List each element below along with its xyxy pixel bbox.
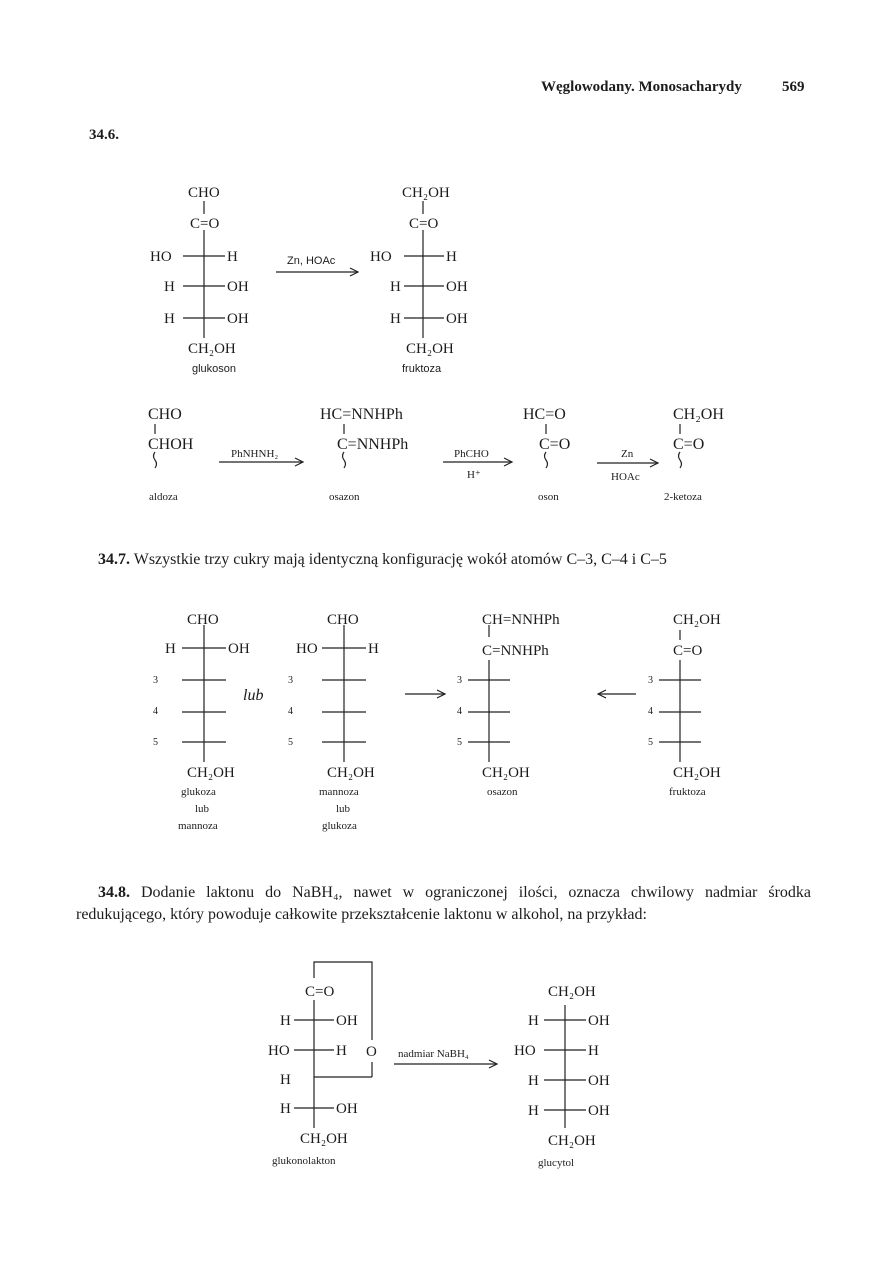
wavy-bond — [343, 452, 346, 468]
lakton-c3-right: H — [336, 1043, 347, 1059]
paragraph-34-8-text: Dodanie laktonu do NaBH₄, nawet w ograniczonej ilości, oznacza chwilowy nadmiar środka redukującego, który powoduje całkowite przekształcenie laktonu w alkohol, na przykład: — [76, 884, 812, 923]
oson-name: oson — [538, 491, 559, 503]
fruktoza-c4-right: OH — [446, 279, 468, 295]
reagent-phcho: PhCHO — [454, 448, 489, 460]
lakton-c4-left: H — [280, 1072, 291, 1088]
glukoson-c6: CH₂OH — [188, 341, 236, 357]
fruktoza-c5-left: H — [390, 311, 401, 327]
glucytol-c5-right: OH — [588, 1103, 610, 1119]
lakton-c5-left: H — [280, 1101, 291, 1117]
glukoza-c1: CHO — [187, 612, 219, 628]
glucytol-c4-left: H — [528, 1073, 539, 1089]
mannoza-c1: CHO — [327, 612, 359, 628]
glucytol-c5-left: H — [528, 1103, 539, 1119]
mannoza-caption-2: lub — [336, 803, 351, 815]
fruktoza-c6: CH₂OH — [673, 765, 721, 781]
glukoson-c4-right: OH — [227, 279, 249, 295]
mannoza-c2-left: HO — [296, 641, 318, 657]
carbon-number: 4 — [288, 706, 293, 717]
fruktoza-c6: CH₂OH — [406, 341, 454, 357]
lakton-c2-left: H — [280, 1013, 291, 1029]
fruktoza-c1: CH₂OH — [673, 612, 721, 628]
fruktoza-c5-right: OH — [446, 311, 468, 327]
glukoson-c3-right: H — [227, 249, 238, 265]
fruktoza-name: fruktoza — [402, 363, 442, 375]
osazon-c1: HC=NNHPh — [320, 406, 403, 423]
osazon-caption: osazon — [487, 786, 518, 798]
ketoza-c1: CH₂OH — [673, 406, 724, 423]
mannoza-c2-right: H — [368, 641, 379, 657]
reagent-nabh4: nadmiar NaBH₄ — [398, 1048, 469, 1060]
glukoson-c5-right: OH — [227, 311, 249, 327]
lakton-ring-oxygen: O — [366, 1044, 377, 1060]
glucytol-c2-right: OH — [588, 1013, 610, 1029]
glucytol-name: glucytol — [538, 1157, 575, 1169]
oson-c2: C=O — [539, 436, 571, 453]
osazon-name: osazon — [329, 491, 360, 503]
glukoson-c1: CHO — [188, 185, 220, 201]
lakton-c5-right: OH — [336, 1101, 358, 1117]
glukoza-c2-left: H — [165, 641, 176, 657]
fruktoza-c2: C=O — [673, 643, 703, 659]
glukoson-c4-left: H — [164, 279, 175, 295]
aldoza-c2: CHOH — [148, 436, 194, 453]
glukoza-caption-1: glukoza — [181, 786, 216, 798]
mannoza-caption-3: glukoza — [322, 820, 357, 832]
mannoza-c6: CH₂OH — [327, 765, 375, 781]
glucytol-c3-right: H — [588, 1043, 599, 1059]
lakton-c3-left: HO — [268, 1043, 290, 1059]
carbon-number: 3 — [153, 675, 158, 686]
wavy-bond — [545, 452, 548, 468]
carbon-number: 4 — [648, 706, 653, 717]
page-number: 569 — [782, 79, 805, 95]
carbon-number: 5 — [288, 737, 293, 748]
lakton-c6: CH₂OH — [300, 1131, 348, 1147]
lakton-c1: C=O — [305, 984, 335, 1000]
section-number-34-7: 34.7. — [98, 551, 130, 568]
glucytol-c1: CH₂OH — [548, 984, 596, 1000]
fruktoza-c1: CH₂OH — [402, 185, 450, 201]
glukoza-c6: CH₂OH — [187, 765, 235, 781]
wavy-bond — [679, 452, 682, 468]
glucytol-c2-left: H — [528, 1013, 539, 1029]
reagent-zn: Zn — [621, 448, 634, 460]
reagent-phnhnh2: PhNHNH₂ — [231, 448, 279, 460]
lakton-c2-right: OH — [336, 1013, 358, 1029]
glukoson-c3-left: HO — [150, 249, 172, 265]
fruktoza-caption: fruktoza — [669, 786, 706, 798]
osazon-c1: CH=NNHPh — [482, 612, 560, 628]
reagent-zn-hoac: Zn, HOAc — [287, 255, 336, 267]
carbon-number: 3 — [288, 675, 293, 686]
glucytol-c6: CH₂OH — [548, 1133, 596, 1149]
ketoza-name: 2-ketoza — [664, 491, 702, 503]
ketoza-c2: C=O — [673, 436, 705, 453]
fruktoza-c3-right: H — [446, 249, 457, 265]
glukoson-c5-left: H — [164, 311, 175, 327]
aldoza-c1: CHO — [148, 406, 182, 423]
glukoson-name: glukoson — [192, 363, 237, 375]
carbon-number: 5 — [153, 737, 158, 748]
carbon-number: 3 — [648, 675, 653, 686]
osazon-c2: C=NNHPh — [482, 643, 549, 659]
glukoza-c2-right: OH — [228, 641, 250, 657]
lub-connector: lub — [243, 687, 264, 704]
mannoza-caption-1: mannoza — [319, 786, 359, 798]
carbon-number: 3 — [457, 675, 462, 686]
glukoza-caption-2: lub — [195, 803, 210, 815]
running-header-title: Węglowodany. Monosacharydy — [541, 79, 742, 95]
oson-c1: HC=O — [523, 406, 566, 423]
glukoson-c2: C=O — [190, 216, 220, 232]
glucytol-c3-left: HO — [514, 1043, 536, 1059]
osazon-c2: C=NNHPh — [337, 436, 409, 453]
aldoza-name: aldoza — [149, 491, 178, 503]
glucytol-c4-right: OH — [588, 1073, 610, 1089]
glukoza-caption-3: mannoza — [178, 820, 218, 832]
osazon-c6: CH₂OH — [482, 765, 530, 781]
paragraph-34-7 — [98, 549, 798, 571]
section-number-34-6: 34.6. — [89, 127, 119, 143]
paragraph-34-7-text: Wszystkie trzy cukry mają identyczną konfigurację wokół atomów C–3, C–4 i C–5 — [133, 551, 667, 568]
reagent-h-plus: H⁺ — [467, 469, 481, 481]
carbon-number: 4 — [457, 706, 462, 717]
carbon-number: 5 — [648, 737, 653, 748]
fruktoza-c2: C=O — [409, 216, 439, 232]
paragraph-34-8 — [76, 882, 811, 926]
reagent-hoac: HOAc — [611, 471, 640, 483]
section-number-34-8: 34.8. — [98, 884, 130, 901]
fruktoza-c3-left: HO — [370, 249, 392, 265]
fruktoza-c4-left: H — [390, 279, 401, 295]
carbon-number: 4 — [153, 706, 158, 717]
wavy-bond — [154, 452, 157, 468]
carbon-number: 5 — [457, 737, 462, 748]
glukonolakton-name: glukonolakton — [272, 1155, 336, 1167]
